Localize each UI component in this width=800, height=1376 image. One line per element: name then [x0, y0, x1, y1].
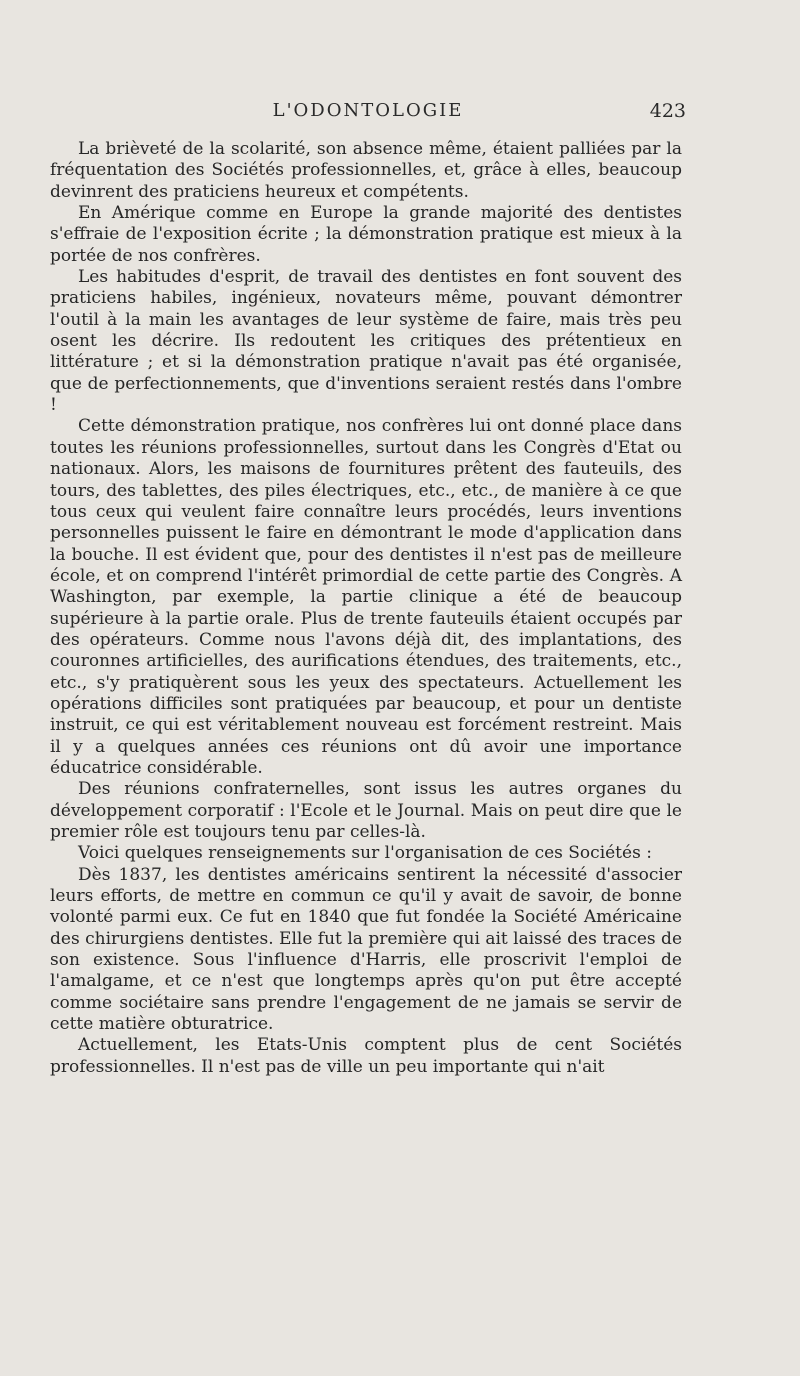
paragraph: Dès 1837, les dentistes américains sentirent la nécessité d'associer leurs efforts, de mettre en commun ce qu'il y avait de savoir, de bonne volonté parmi eux. Ce fut en 1840 que fut fondée la Société Américaine des chirurgiens dentistes. Elle fut la première qui ait laissé des traces de son existence. Sous l'influence d'Harris, elle proscrivit l'emploi de l'amalgame, et ce n'est que longtemps après qu'on put être accepté comme sociétaire sans prendre l'engagement de ne jamais se servir de cette matière obturatrice. [50, 864, 682, 1035]
paragraph: La brièveté de la scolarité, son absence même, étaient palliées par la fréquentation des Sociétés professionnelles, et, grâce à elles, beaucoup devinrent des praticiens heureux et compétents. [50, 139, 682, 202]
paragraph: Cette démonstration pratique, nos confrères lui ont donné place dans toutes les réunions professionnelles, surtout dans les Congrès d'Etat ou nationaux. Alors, les maisons de fournitures prêtent des fauteuils, des tours, des tablettes, des piles électriques, etc., etc., de manière à ce que tous ceux qui veulent faire connaître leurs procédés, leurs inventions personnelles puissent le faire en démontrant le mode d'application dans la bouche. Il est évident que, pour des dentistes il n'est pas de meilleure école, et on comprend l'intérêt primordial de cette partie des Congrès. A Washington, par exemple, la partie clinique a été de beaucoup supérieure à la partie orale. Plus de trente fauteuils étaient occupés par des opérateurs. Comme nous l'avons déjà dit, des implantations, des couronnes artificielles, des aurifications étendues, des traitements, etc., etc., s'y pratiquèrent sous les yeux des spectateurs. Actuellement les opérations difficiles sont pratiquées par beaucoup, et pour un dentiste instruit, ce qui est véritablement nouveau est forcément restreint. Mais il y a quelques années ces réunions ont dû avoir une importance éducatrice considérable. [50, 416, 682, 778]
page-number: 423 [649, 100, 686, 122]
page-header [50, 96, 686, 126]
paragraph: Actuellement, les Etats-Unis comptent plus de cent Sociétés professionnelles. Il n'est pas de ville un peu importante qui n'ait [50, 1035, 682, 1077]
paragraph: En Amérique comme en Europe la grande majorité des dentistes s'effraie de l'exposition écrite ; la démonstration pratique est mieux à la portée de nos confrères. [50, 203, 682, 266]
paragraph: Des réunions confraternelles, sont issus les autres organes du développement corporatif : l'Ecole et le Journal. Mais on peut dire que le premier rôle est toujours tenu par celles-là. [50, 779, 682, 842]
running-title: L'ODONTOLOGIE [272, 100, 464, 121]
body-text [50, 139, 682, 1078]
paragraph: Les habitudes d'esprit, de travail des dentistes en font souvent des praticiens habiles, ingénieux, novateurs même, pouvant démontrer l'outil à la main les avantages de leur système de faire, mais très peu osent les décrire. Ils redoutent les critiques des prétentieux en littérature ; et si la démonstration pratique n'avait pas été organisée, que de perfectionnements, que d'inventions seraient restés dans l'ombre ! [50, 267, 682, 416]
paragraph: Voici quelques renseignements sur l'organisation de ces Sociétés : [78, 843, 652, 864]
